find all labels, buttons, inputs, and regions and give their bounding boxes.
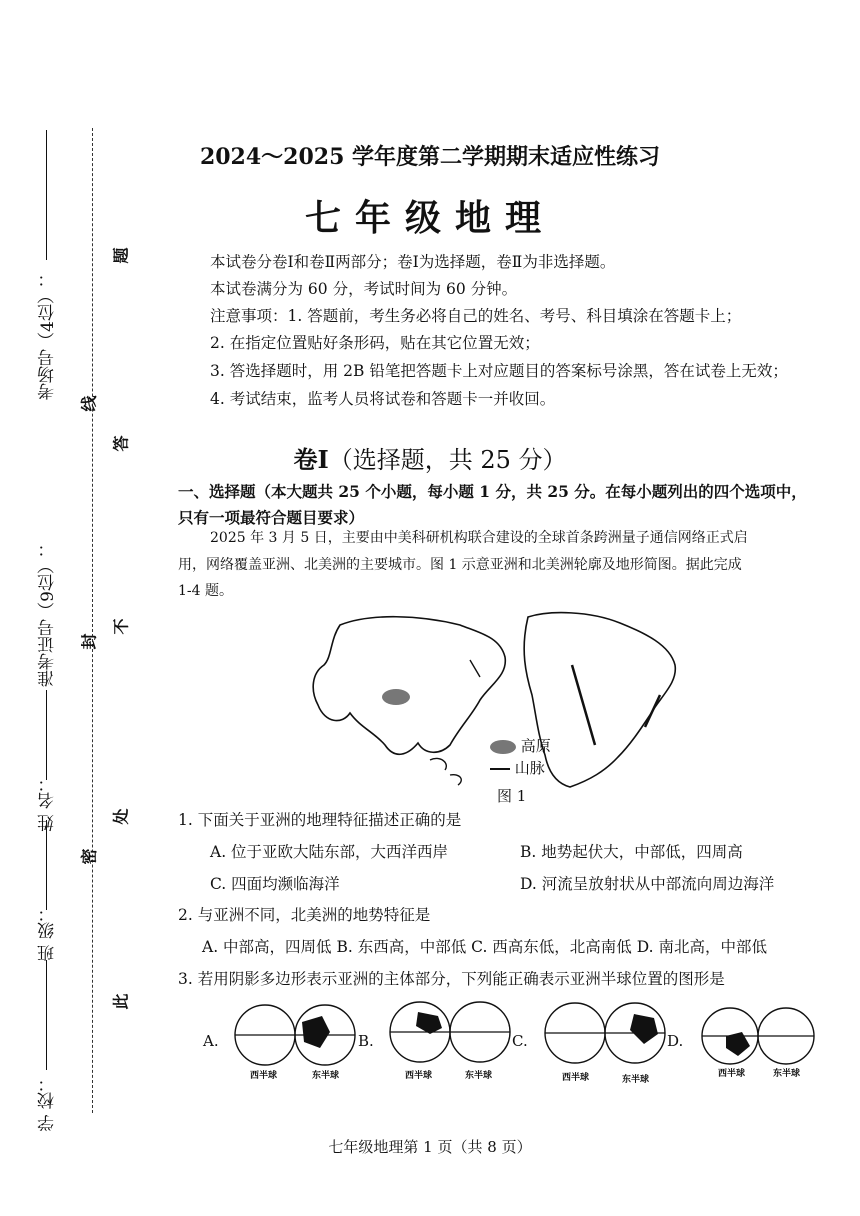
binding-margin — [0, 0, 160, 1216]
q3-option-d-diagram — [702, 1008, 814, 1064]
subject-title: 七年级地理 — [304, 197, 555, 239]
passage-line: 用，网络覆盖亚洲、北美洲的主要城市。图 1 示意亚洲和北美洲轮廓及地形简图。据此完成 — [178, 557, 742, 573]
seal-xian: 线 — [79, 395, 99, 412]
section-title — [0, 440, 860, 475]
q3-label-a: A. — [203, 1032, 219, 1050]
note-line: 3. 答选择题时，用 2B 铅笔把答题卡上对应题目的答案标号涂黑，答在试卷上无效； — [210, 362, 788, 380]
seal-mi: 密 — [79, 848, 99, 865]
q3-label-d: D. — [667, 1032, 684, 1050]
mountain-icon — [490, 768, 510, 770]
q3-east-label-b: 东半球 — [465, 1071, 493, 1081]
no-answer-char: 不 — [111, 618, 131, 635]
name-field[interactable] — [46, 820, 47, 910]
figure-caption: 图 1 — [497, 787, 527, 805]
section-instruction: 一、选择题（本大题共 25 个小题，每小题 1 分，共 25 分。在每小题列出的四个选项中， — [178, 482, 807, 501]
asia-shape — [416, 1012, 442, 1034]
asia-shape — [302, 1016, 330, 1048]
q1-stem: 1. 下面关于亚洲的地理特征描述正确的是 — [178, 811, 462, 829]
q1-option-a: A. 位于亚欧大陆东部，大西洋西岸 — [210, 843, 449, 861]
note-line: 4. 考试结束，监考人员将试卷和答题卡一并收回。 — [210, 390, 556, 408]
note-line: 2. 在指定位置贴好条形码，贴在其它位置无效； — [210, 334, 540, 352]
seal-feng: 封 — [79, 633, 99, 650]
no-answer-char: 处 — [111, 808, 131, 825]
q3-east-label-d: 东半球 — [773, 1069, 801, 1079]
q1-option-b: B. 地势起伏大，中部低，四周高 — [520, 843, 743, 861]
note-line: 本试卷分卷Ⅰ和卷Ⅱ两部分；卷Ⅰ为选择题，卷Ⅱ为非选择题。 — [210, 253, 616, 271]
admission-label: 准考证号（9位）： — [38, 540, 58, 687]
admission-field[interactable] — [46, 690, 47, 780]
binding-line — [92, 128, 93, 1113]
legend-plateau-label: 高原 — [520, 737, 551, 755]
exam-title: 2024～2025 学年度第二学期期末适应性练习 — [199, 144, 661, 170]
rocky-mountains — [572, 665, 595, 745]
q3-west-label-c: 西半球 — [562, 1073, 590, 1083]
q3-option-a-diagram — [235, 1005, 355, 1065]
name-label: 姓 名： — [38, 775, 58, 832]
legend-mountain-label: 山脉 — [514, 759, 545, 777]
asia-plateau — [382, 689, 410, 705]
no-answer-char: 此 — [111, 993, 131, 1010]
q3-west-label-d: 西半球 — [718, 1069, 746, 1079]
passage-line: 2025 年 3 月 5 日，主要由中美科研机构联合建设的全球首条跨洲量子通信网络正式启 — [210, 530, 748, 546]
q2-options: A. 中部高，四周低 B. 东西高，中部低 C. 西高东低，北高南低 D. 南北高，中部低 — [202, 938, 767, 956]
q3-west-label-a: 西半球 — [250, 1071, 278, 1081]
asia-shape — [630, 1014, 658, 1044]
appalachian-mountains — [645, 695, 660, 727]
section-title-bold: 卷Ⅰ — [293, 445, 329, 474]
asia-islands — [430, 660, 480, 785]
passage-line: 1-4 题。 — [178, 583, 233, 599]
q1-option-c: C. 四面均濒临海洋 — [210, 875, 340, 893]
note-line: 本试卷满分为 60 分，考试时间为 60 分钟。 — [210, 280, 518, 298]
school-label: 学 校： — [38, 1075, 58, 1132]
legend-mountain — [490, 757, 551, 779]
note-line: 注意事项：1. 答题前，考生务必将自己的姓名、考号、科目填涂在答题卡上； — [210, 307, 742, 325]
class-field[interactable] — [46, 960, 47, 1070]
q3-option-b-diagram — [390, 1002, 510, 1062]
plateau-icon — [490, 740, 516, 754]
q2-stem: 2. 与亚洲不同，北美洲的地势特征是 — [178, 906, 431, 924]
class-label: 班 级： — [38, 905, 58, 962]
q1-option-d: D. 河流呈放射状从中部流向周边海洋 — [520, 875, 775, 893]
exam-room-label: 考场号（4位）： — [38, 270, 58, 400]
q3-label-c: C. — [512, 1032, 528, 1050]
no-answer-char: 题 — [111, 247, 131, 264]
figure-legend — [490, 735, 551, 779]
q3-label-b: B. — [358, 1032, 374, 1050]
section-title-rest: （选择题，共 25 分） — [328, 446, 567, 474]
q3-east-label-c: 东半球 — [622, 1075, 650, 1085]
section-instruction: 只有一项最符合题目要求） — [178, 508, 365, 527]
legend-plateau — [490, 735, 551, 757]
q3-west-label-b: 西半球 — [405, 1071, 433, 1081]
q3-east-label-a: 东半球 — [312, 1071, 340, 1081]
q3-stem: 3. 若用阴影多边形表示亚洲的主体部分，下列能正确表示亚洲半球位置的图形是 — [178, 970, 725, 988]
q3-option-c-diagram — [545, 1003, 665, 1063]
page-footer: 七年级地理第 1 页（共 8 页） — [328, 1138, 532, 1156]
no-answer-char: 答 — [111, 435, 131, 452]
asia-outline — [313, 617, 505, 755]
